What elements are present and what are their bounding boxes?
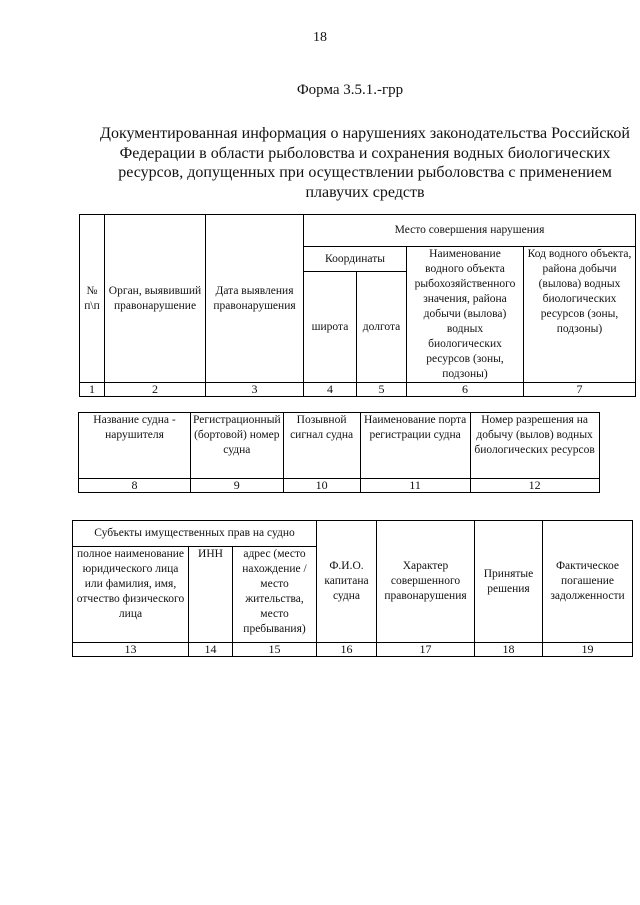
column-number: 1 <box>80 383 105 397</box>
column-number: 6 <box>407 383 524 397</box>
column-number: 3 <box>206 383 304 397</box>
col-vessel-name-header: Название судна - нарушителя <box>79 413 191 479</box>
column-number: 12 <box>470 479 599 493</box>
column-number: 9 <box>191 479 284 493</box>
col-call-sign-header: Позывной сигнал судна <box>283 413 360 479</box>
page-number: 18 <box>313 30 327 45</box>
col-date-header: Дата выявления правонарушения <box>206 215 304 383</box>
col-water-name-header: Наименование водного объекта рыбохозяйственного значения, района добычи (вылова) водных биологических ресурсов (зоны, подзоны) <box>407 247 524 383</box>
column-number: 15 <box>233 643 317 657</box>
column-number: 8 <box>79 479 191 493</box>
form-code: Форма 3.5.1.-грр <box>296 82 404 98</box>
document-title: Документированная информация о нарушениях законодательства Российской Федерации в области рыболовства и сохранения водных биологических ресурсов, допущенных при осуществлении рыболовства с применением плавучих средств <box>100 125 630 201</box>
col-reg-number-header: Регистрационный (бортовой) номер судна <box>191 413 284 479</box>
col-permit-header: Номер разрешения на добычу (вылов) водных биологических ресурсов <box>470 413 599 479</box>
col-offense-header: Характер совершенного правонарушения <box>377 521 475 643</box>
column-number: 11 <box>360 479 470 493</box>
column-number: 18 <box>475 643 543 657</box>
col-port-header: Наименование порта регистрации судна <box>360 413 470 479</box>
violations-place-table <box>79 214 636 397</box>
column-number: 2 <box>105 383 206 397</box>
column-number: 4 <box>304 383 357 397</box>
col-organ-header: Орган, выявивший правонарушение <box>105 215 206 383</box>
col-captain-header: Ф.И.О. капитана судна <box>317 521 377 643</box>
col-inn-header: ИНН <box>189 547 233 643</box>
col-place-header: Место совершения нарушения <box>304 215 636 247</box>
property-rights-table <box>72 520 633 657</box>
col-subjects-header: Субъекты имущественных прав на судно <box>73 521 317 547</box>
col-debt-header: Фактическое погашение задолженности <box>543 521 633 643</box>
col-latitude-header: широта <box>304 272 357 383</box>
col-decisions-header: Принятые решения <box>475 521 543 643</box>
column-number: 17 <box>377 643 475 657</box>
col-water-code-header: Код водного объекта, района добычи (вылова) водных биологических ресурсов (зоны, подзоны) <box>524 247 636 383</box>
column-number: 10 <box>283 479 360 493</box>
column-number: 19 <box>543 643 633 657</box>
col-address-header: адрес (место нахождение / место жительства, место пребывания) <box>233 547 317 643</box>
column-number: 13 <box>73 643 189 657</box>
column-number: 16 <box>317 643 377 657</box>
col-number-header: № п\п <box>80 215 105 383</box>
col-full-name-header: полное наименование юридического лица или фамилия, имя, отчество физического лица <box>73 547 189 643</box>
col-longitude-header: долгота <box>357 272 407 383</box>
vessel-table <box>78 412 600 493</box>
column-number: 5 <box>357 383 407 397</box>
column-number: 7 <box>524 383 636 397</box>
col-coordinates-header: Координаты <box>304 247 407 272</box>
column-number: 14 <box>189 643 233 657</box>
